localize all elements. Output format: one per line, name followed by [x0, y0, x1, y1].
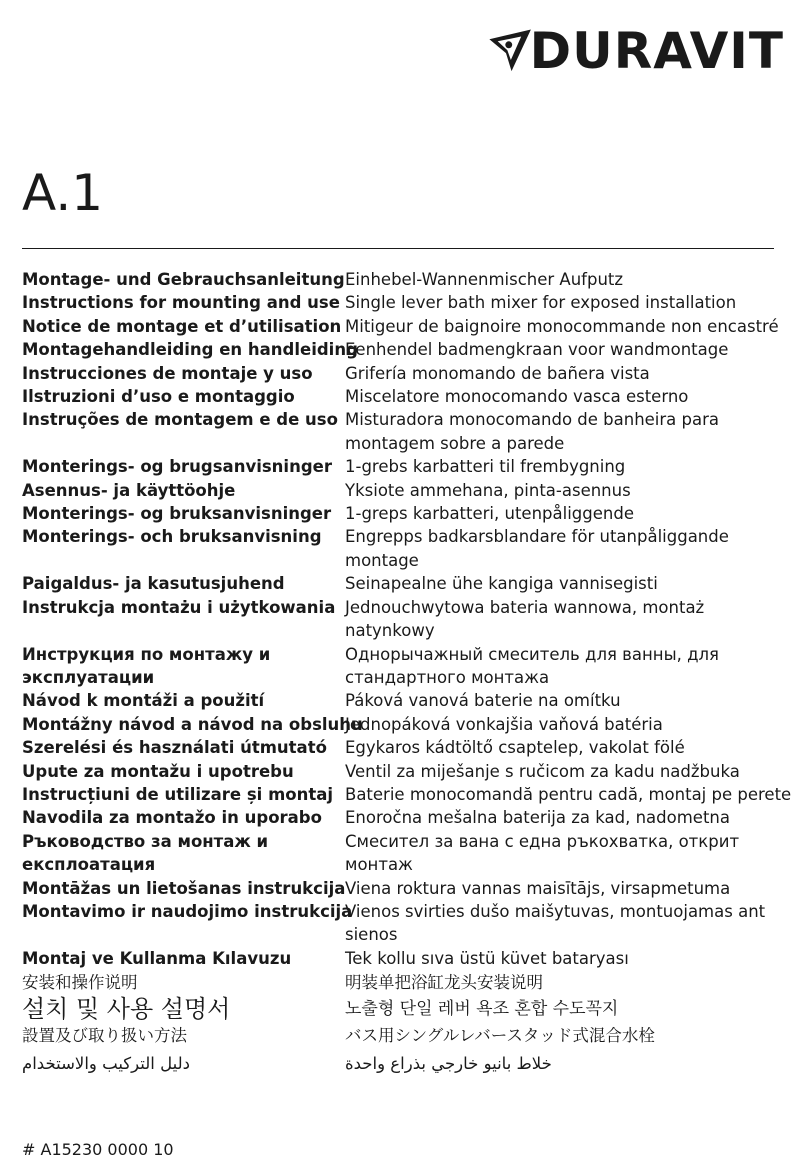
product-description: Enoročna mešalna baterija za kad, nadometna: [345, 808, 730, 828]
language-row-it: [22, 385, 792, 408]
manual-title: Paigaldus- ja kasutusjuhend: [22, 574, 285, 594]
product-description: Grifería monomando de bañera vista: [345, 363, 650, 383]
manual-title: Montage- und Gebrauchsanleitung: [22, 270, 345, 289]
language-row-fi: [22, 479, 792, 502]
document-number: # A15230 0000 10: [22, 1140, 174, 1159]
manual-title: Navodila za montažo in uporabo: [22, 808, 322, 828]
duravit-bird-icon: [488, 20, 534, 82]
language-row-bg: [22, 830, 792, 877]
language-row-hu: [22, 736, 792, 759]
product-description: 노출형 단일 레버 욕조 혼합 수도꼭지: [345, 999, 619, 1020]
duravit-logo: [488, 16, 784, 86]
language-row-nl: [22, 338, 792, 361]
product-description: Смесител за вана с една ръкохватка, открит монтаж: [345, 831, 740, 875]
manual-title: 설치 및 사용 설명서: [22, 995, 231, 1024]
language-row-sk: [22, 713, 792, 736]
product-description: Tek kollu sıva üstü küvet bataryası: [345, 948, 629, 968]
product-description: Misturadora monocomando de banheira para montagem sobre a parede: [345, 410, 720, 453]
language-row-ja: [22, 1023, 792, 1048]
language-row-no: [22, 502, 792, 525]
product-description: Egykaros kádtöltő csaptelep, vakolat fölé: [345, 738, 685, 758]
language-row-tr: [22, 947, 792, 970]
product-description: バス用シングルレバースタッド式混合水栓: [345, 1026, 655, 1046]
manual-title: Szerelési és használati útmutató: [22, 738, 327, 758]
manual-title: 設置及び取り扱い方法: [22, 1026, 187, 1046]
manual-title: Monterings- och bruksanvisning: [22, 527, 322, 547]
manual-title: Montavimo ir naudojimo instrukcija: [22, 901, 353, 921]
product-description: Seinapealne ühe kangiga vannisegisti: [345, 574, 658, 594]
language-row-en: [22, 291, 792, 314]
language-row-hr: [22, 760, 792, 783]
product-description: Vienos svirties dušo maišytuvas, montuojamas ant sienos: [345, 901, 766, 945]
language-row-lt: [22, 900, 792, 947]
product-description: Jednopáková vonkajšia vaňová batéria: [345, 714, 663, 734]
manual-title: Upute za montažu i upotrebu: [22, 761, 294, 781]
manual-title: Ръководство за монтаж и експлоатация: [22, 831, 269, 875]
product-description: Viena roktura vannas maisītājs, virsapmetuma: [345, 878, 731, 898]
product-description: Páková vanová baterie na omítku: [345, 691, 621, 711]
manual-title: Instrucciones de montaje y uso: [22, 363, 313, 383]
product-description: 1-grebs karbatteri til frembygning: [345, 457, 626, 477]
manual-title: Montāžas un lietošanas instrukcija: [22, 878, 346, 898]
product-description: خلاط بانيو خارجي بذراع واحدة: [345, 1054, 552, 1074]
language-row-pl: [22, 596, 792, 643]
manual-title: Instrucțiuni de utilizare și montaj: [22, 784, 334, 804]
product-description: Ventil za miješanje s ručicom za kadu nadžbuka: [345, 761, 740, 781]
language-row-zh: [22, 970, 792, 995]
manual-title: Инструкция по монтажу и эксплуатации: [22, 644, 271, 687]
language-row-ko: [22, 995, 792, 1023]
manual-title: Asennus- ja käyttöohje: [22, 480, 236, 500]
manual-title: Instruções de montagem e de uso: [22, 410, 338, 430]
product-description: Baterie monocomandă pentru cadă, montaj pe perete: [345, 784, 792, 804]
product-description: Single lever bath mixer for exposed installation: [345, 293, 737, 313]
language-row-lv: [22, 877, 792, 900]
product-description: Однорычажный смеситель для ванны, для стандартного монтажа: [345, 644, 719, 687]
manual-title: Montaj ve Kullanma Kılavuzu: [22, 948, 292, 968]
language-row-ar: [22, 1052, 792, 1075]
language-row-es: [22, 362, 792, 385]
product-description: Jednouchwytowa bateria wannowa, montaż natynkowy: [345, 597, 705, 641]
product-description: Eenhendel badmengkraan voor wandmontage: [345, 340, 729, 360]
manual-title: Ilstruzioni d’uso e montaggio: [22, 387, 295, 407]
product-description: Engrepps badkarsblandare för utanpåliggande montage: [345, 527, 729, 570]
language-row-sv: [22, 525, 792, 572]
manual-title: Monterings- og brugsanvisninger: [22, 457, 332, 477]
manual-title: 安装和操作说明: [22, 973, 138, 993]
manual-title: Montagehandleiding en handleiding: [22, 340, 358, 360]
manual-title: Instrukcja montażu i użytkowania: [22, 597, 336, 617]
language-row-sl: [22, 806, 792, 829]
product-description: Mitigeur de baignoire monocommande non encastré: [345, 316, 779, 336]
brand-wordmark: DURAVIT: [529, 22, 784, 80]
product-description: 1-greps karbatteri, utenpåliggende: [345, 504, 634, 524]
manual-title: Monterings- og bruksanvisninger: [22, 504, 332, 524]
language-row-ru: [22, 643, 792, 690]
manual-title: Instructions for mounting and use: [22, 293, 340, 313]
language-row-ro: [22, 783, 792, 806]
manual-title: Návod k montáži a použití: [22, 691, 265, 711]
product-description: Einhebel-Wannenmischer Aufputz: [345, 270, 624, 289]
manual-title: Montážny návod a návod na obsluhu: [22, 714, 363, 734]
language-row-da: [22, 455, 792, 478]
language-list: [22, 268, 792, 1076]
language-row-et: [22, 572, 792, 595]
language-row-fr: [22, 315, 792, 338]
language-row-de: [22, 268, 792, 291]
product-description: Miscelatore monocomando vasca esterno: [345, 387, 689, 407]
language-row-cs: [22, 689, 792, 712]
manual-title: دليل التركيب والاستخدام: [22, 1054, 190, 1074]
model-title: A.1: [22, 164, 104, 222]
title-divider: [22, 248, 774, 249]
manual-title: Notice de montage et d’utilisation: [22, 316, 342, 336]
language-row-pt: [22, 408, 792, 455]
product-description: 明装单把浴缸龙头安装说明: [345, 973, 543, 993]
product-description: Yksiote ammehana, pinta-asennus: [345, 480, 631, 500]
